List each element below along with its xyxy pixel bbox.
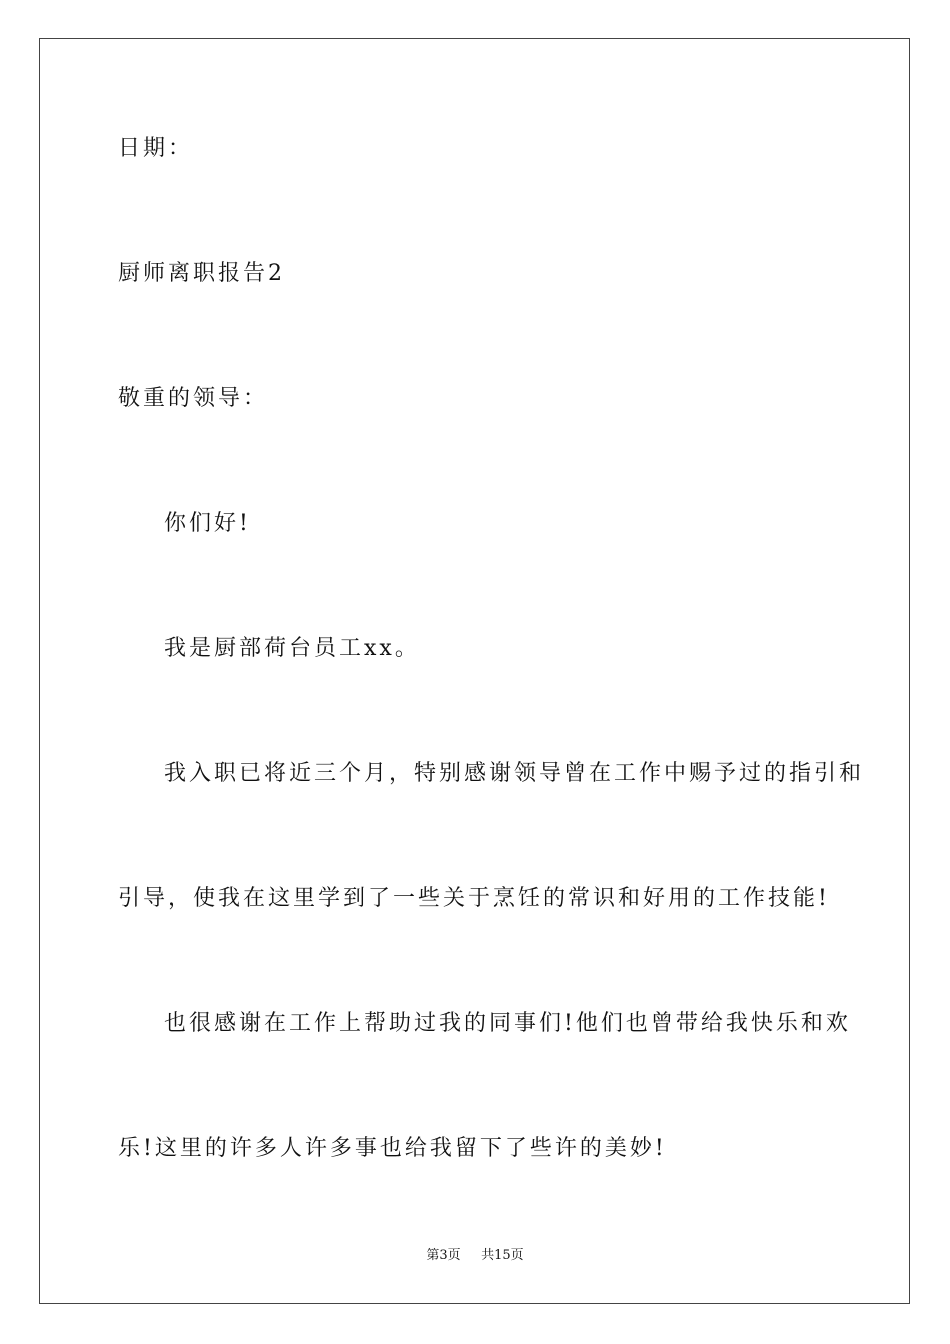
paragraph-2-line-1: 也很感谢在工作上帮助过我的同事们!他们也曾带给我快乐和欢 [164,1011,851,1036]
paragraph-2-line-2: 乐!这里的许多人许多事也给我留下了些许的美妙! [118,1136,667,1161]
paragraph-1-line-2: 引导，使我在这里学到了一些关于烹饪的常识和好用的工作技能! [118,886,830,911]
intro-line: 我是厨部荷台员工xx。 [164,636,420,661]
date-label: 日期： [118,136,194,161]
report-title: 厨师离职报告2 [118,261,285,286]
page-number: 第3页 [426,1248,461,1263]
page-footer [0,1247,950,1265]
paragraph-1-line-1: 我入职已将近三个月，特别感谢领导曾在工作中赐予过的指引和 [164,761,865,786]
page-total: 共15页 [481,1248,524,1263]
greeting: 你们好! [164,511,251,536]
salutation: 敬重的领导： [118,386,269,411]
page-frame [39,38,910,1304]
